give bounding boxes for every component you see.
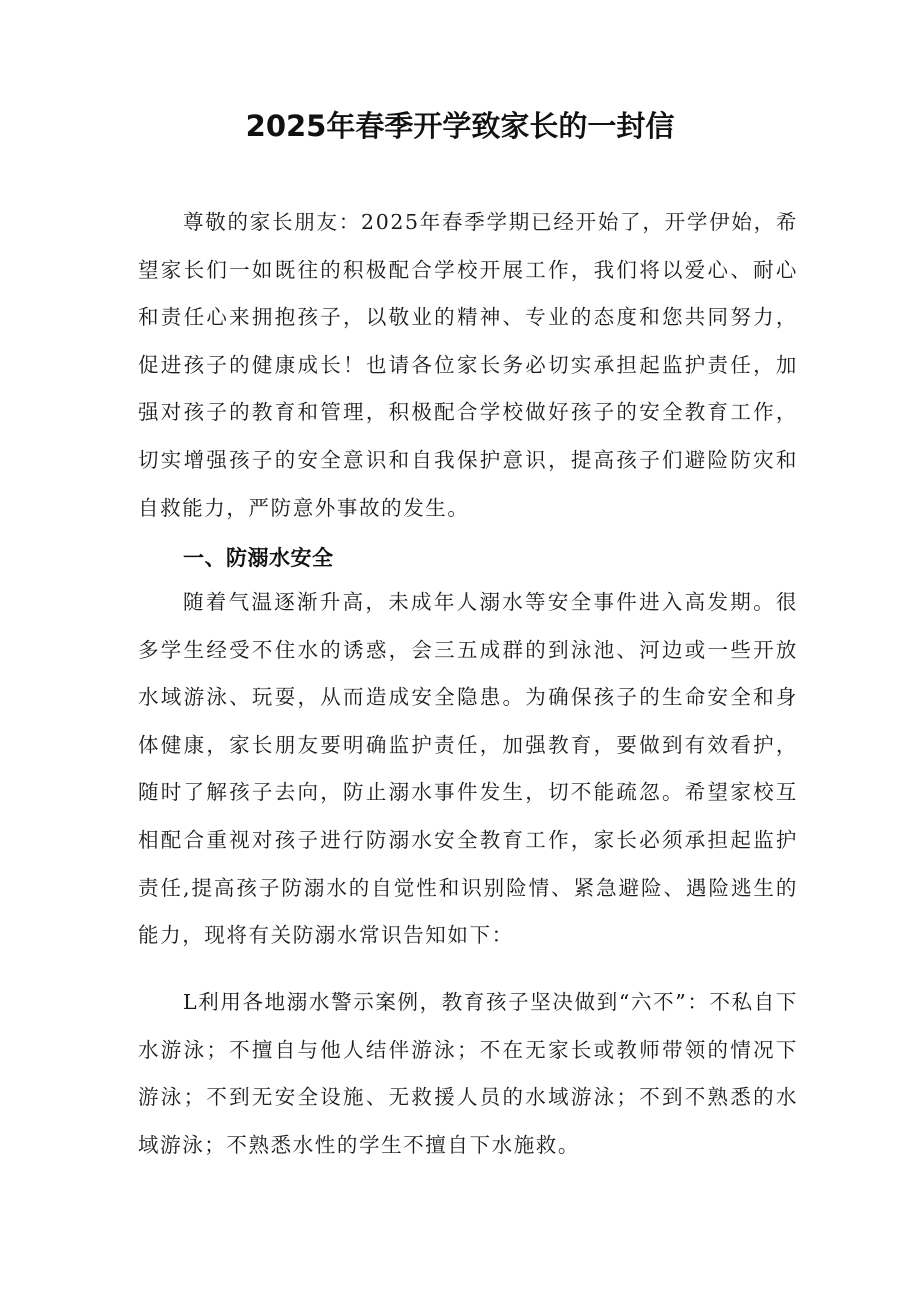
greeting-paragraph: 尊敬的家长朋友：2025年春季学期已经开始了，开学伊始，希望家长们一如既往的积极配合学校开展工作，我们将以爱心、耐心和责任心来拥抱孩子，以敬业的精神、专业的态度和您共同努力，促进孩子的健康成长！也请各位家长务必切实承担起监护责任，加强对孩子的教育和管理，积极配合学校做好孩子的安全教育工作，切实增强孩子的安全意识和自我保护意识，提高孩子们避险防灾和自救能力，严防意外事故的发生。: [138, 210, 798, 520]
six-nots-paragraph: L利用各地溺水警示案例，教育孩子坚决做到“六不”：不私自下水游泳；不擅自与他人结伴游泳；不在无家长或教师带领的情况下游泳；不到无安全设施、无救援人员的水域游泳；不到不熟悉的水域游泳；不熟悉水性的学生不擅自下水施救。: [138, 990, 798, 1157]
section-heading: 一、防溺水安全: [183, 546, 334, 570]
document-title: 2025年春季开学致家长的一封信: [245, 109, 675, 143]
drowning-safety-paragraph: 随着气温逐渐升高，未成年人溺水等安全事件进入高发期。很多学生经受不住水的诱惑，会三五成群的到泳池、河边或一些开放水域游泳、玩耍，从而造成安全隐患。为确保孩子的生命安全和身体健康，家长朋友要明确监护责任，加强教育，要做到有效看护，随时了解孩子去向，防止溺水事件发生，切不能疏忽。希望家校互相配合重视对孩子进行防溺水安全教育工作，家长必须承担起监护责任,提高孩子防溺水的自觉性和识别险情、紧急避险、遇险逃生的能力，现将有关防溺水常识告知如下：: [138, 590, 798, 948]
